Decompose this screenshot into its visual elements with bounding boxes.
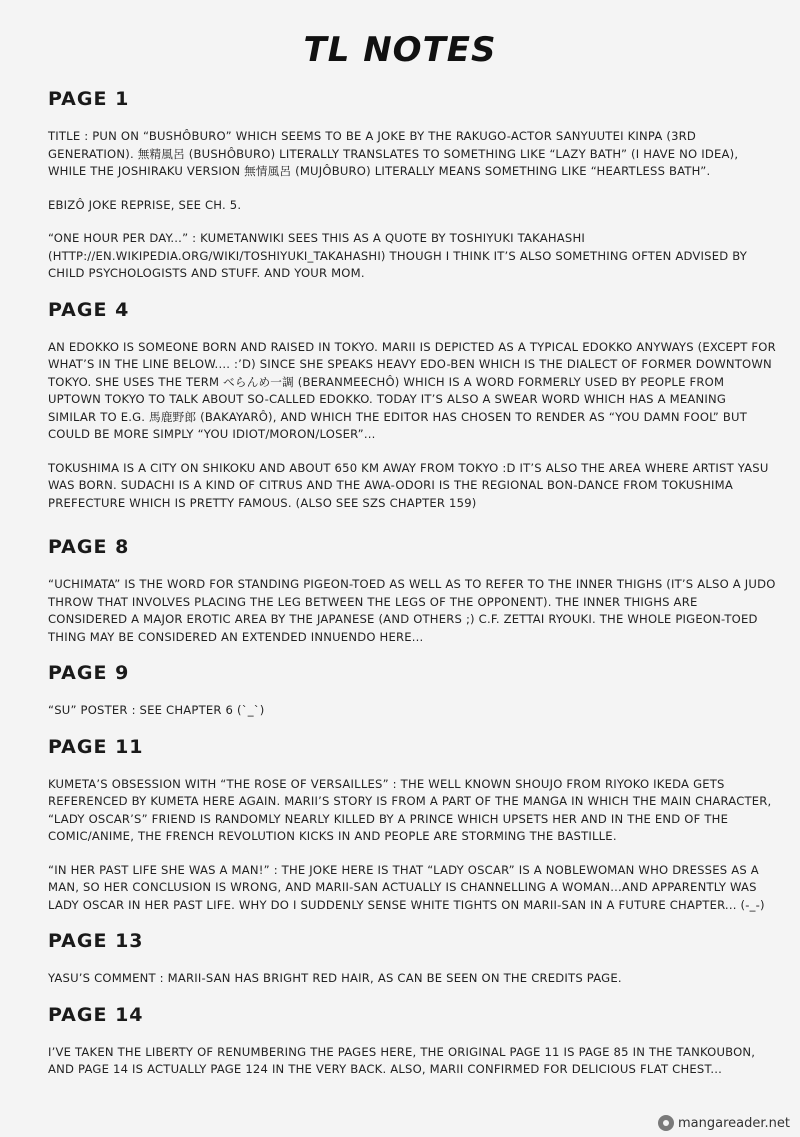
note-paragraph: TITLE : PUN ON “BUSHÔBURO” WHICH SEEMS TO BE A JOKE BY THE RAKUGO-ACTOR SANYUUTEI KINPA (3RD GENERATION). 無精風呂 (BUSHÔBURO) LITERALLY TRANSLATES TO SOMETHING LIKE “LAZY BATH” (I HAVE NO IDEA), WHILE THE JOSHIRAKU VERSION 無情風呂 (MUJÔBURO) LITERALLY MEANS SOMETHING LIKE “HEARTLESS BATH”. xyxy=(48,129,739,178)
section-page-1 xyxy=(48,88,778,283)
section-page-4 xyxy=(48,299,778,513)
page-title: TL NOTES xyxy=(303,30,497,70)
section-page-11 xyxy=(48,736,778,915)
notes-content xyxy=(48,88,778,1095)
note-paragraph: AN EDOKKO IS SOMEONE BORN AND RAISED IN TOKYO. MARII IS DEPICTED AS A TYPICAL EDOKKO ANYWAYS (EXCEPT FOR WHAT’S IN THE LINE BELOW.... :’D) SINCE SHE SPEAKS HEAVY EDO-BEN WHICH IS THE DIALECT OF FORMER DOWNTOWN TOKYO. SHE USES THE TERM べらんめ一調 (BERANMEECHÔ) WHICH IS A WORD FORMERLY USED BY PEOPLE FROM UPTOWN TOKYO TO TALK ABOUT SO-CALLED EDOKKO. TODAY IT’S ALSO A SWEAR WORD WHICH HAS A MEANING SIMILAR TO E.G. 馬鹿野郎 (BAKAYARÔ), AND WHICH THE EDITOR HAS CHOSEN TO RENDER AS “YOU DAMN FOOL” BUT COULD BE MORE SIMPLY “YOU IDIOT/MORON/LOSER”... xyxy=(48,339,776,441)
note-paragraph: “ONE HOUR PER DAY...” : KUMETANWIKI SEES THIS AS A QUOTE BY TOSHIYUKI TAKAHASHI (HTTP://EN.WIKIPEDIA.ORG/WIKI/TOSHIYUKI_TAKAHASHI) THOUGH I THINK IT’S ALSO SOMETHING OFTEN ADVISED BY CHILD PSYCHOLOGISTS AND STUFF. AND YOUR MOM. xyxy=(48,231,748,280)
section-heading: PAGE 1 xyxy=(48,88,130,110)
note-paragraph: TOKUSHIMA IS A CITY ON SHIKOKU AND ABOUT 650 KM AWAY FROM TOKYO :D IT’S ALSO THE AREA WHERE ARTIST YASU WAS BORN. SUDACHI IS A KIND OF CITRUS AND THE AWA-ODORI IS THE REGIONAL BON-DANCE FROM TOKUSHIMA PREFECTURE WHICH IS PRETTY FAMOUS. (ALSO SEE SZS CHAPTER 159) xyxy=(48,460,769,510)
mangareader-logo-icon xyxy=(658,1115,674,1131)
section-heading: PAGE 9 xyxy=(48,662,130,684)
section-heading: PAGE 8 xyxy=(48,536,130,558)
note-paragraph: YASU’S COMMENT : MARII-SAN HAS BRIGHT RED HAIR, AS CAN BE SEEN ON THE CREDITS PAGE. xyxy=(48,971,622,985)
spacer xyxy=(48,528,778,536)
section-heading: PAGE 11 xyxy=(48,735,144,758)
note-paragraph: KUMETA’S OBSESSION WITH “THE ROSE OF VERSAILLES” : THE WELL KNOWN SHOUJO FROM RIYOKO IKEDA GETS REFERENCED BY KUMETA HERE AGAIN. MARII’S STORY IS FROM A PART OF THE MANGA IN WHICH THE MAIN CHARACTER, “LADY OSCAR’S” FRIEND IS RANDOMLY NEARLY KILLED BY A PRINCE WHICH UPSETS HER AND IN THE END OF THE COMIC/ANIME, THE FRENCH REVOLUTION KICKS IN AND PEOPLE ARE STORMING THE BASTILLE. xyxy=(48,776,772,843)
note-paragraph: “UCHIMATA” IS THE WORD FOR STANDING PIGEON-TOED AS WELL AS TO REFER TO THE INNER THIGHS (IT’S ALSO A JUDO THROW THAT INVOLVES PLACING THE LEG BETWEEN THE LEGS OF THE OPPONENT). THE INNER THIGHS ARE CONSIDERED A MAJOR EROTIC AREA BY THE JAPANESE (AND OTHERS ;) C.F. ZETTAI RYOUKI. THE WHOLE PIGEON-TOED THING MAY BE CONSIDERED AN EXTENDED INNUENDO HERE... xyxy=(48,577,776,644)
section-page-9 xyxy=(48,662,778,720)
section-heading: PAGE 14 xyxy=(48,1003,144,1026)
section-heading: PAGE 4 xyxy=(48,298,130,321)
note-paragraph: EBIZÔ JOKE REPRISE, SEE CH. 5. xyxy=(48,197,242,212)
section-heading: PAGE 13 xyxy=(48,930,144,952)
section-page-8 xyxy=(48,536,778,646)
watermark-text: mangareader.net xyxy=(678,1115,790,1131)
note-paragraph: “SU” POSTER : SEE CHAPTER 6 (`_`) xyxy=(48,703,265,717)
section-page-14 xyxy=(48,1004,778,1079)
note-paragraph: I’VE TAKEN THE LIBERTY OF RENUMBERING THE PAGES HERE, THE ORIGINAL PAGE 11 IS PAGE 85 IN THE TANKOUBON, AND PAGE 14 IS ACTUALLY PAGE 124 IN THE VERY BACK. ALSO, MARII CONFIRMED FOR DELICIOUS FLAT CHEST... xyxy=(48,1044,756,1076)
note-paragraph: “IN HER PAST LIFE SHE WAS A MAN!” : THE JOKE HERE IS THAT “LADY OSCAR” IS A NOBLEWOMAN WHO DRESSES AS A MAN, SO HER CONCLUSION IS WRONG, AND MARII-SAN ACTUALLY IS CHANNELLING A WOMAN...AND APPARENTLY WAS LADY OSCAR IN HER PAST LIFE. WHY DO I SUDDENLY SENSE WHITE TIGHTS ON MARII-SAN IN A FUTURE CHAPTER... (-_-) xyxy=(48,862,765,912)
watermark xyxy=(658,1115,790,1131)
section-page-13 xyxy=(48,930,778,988)
